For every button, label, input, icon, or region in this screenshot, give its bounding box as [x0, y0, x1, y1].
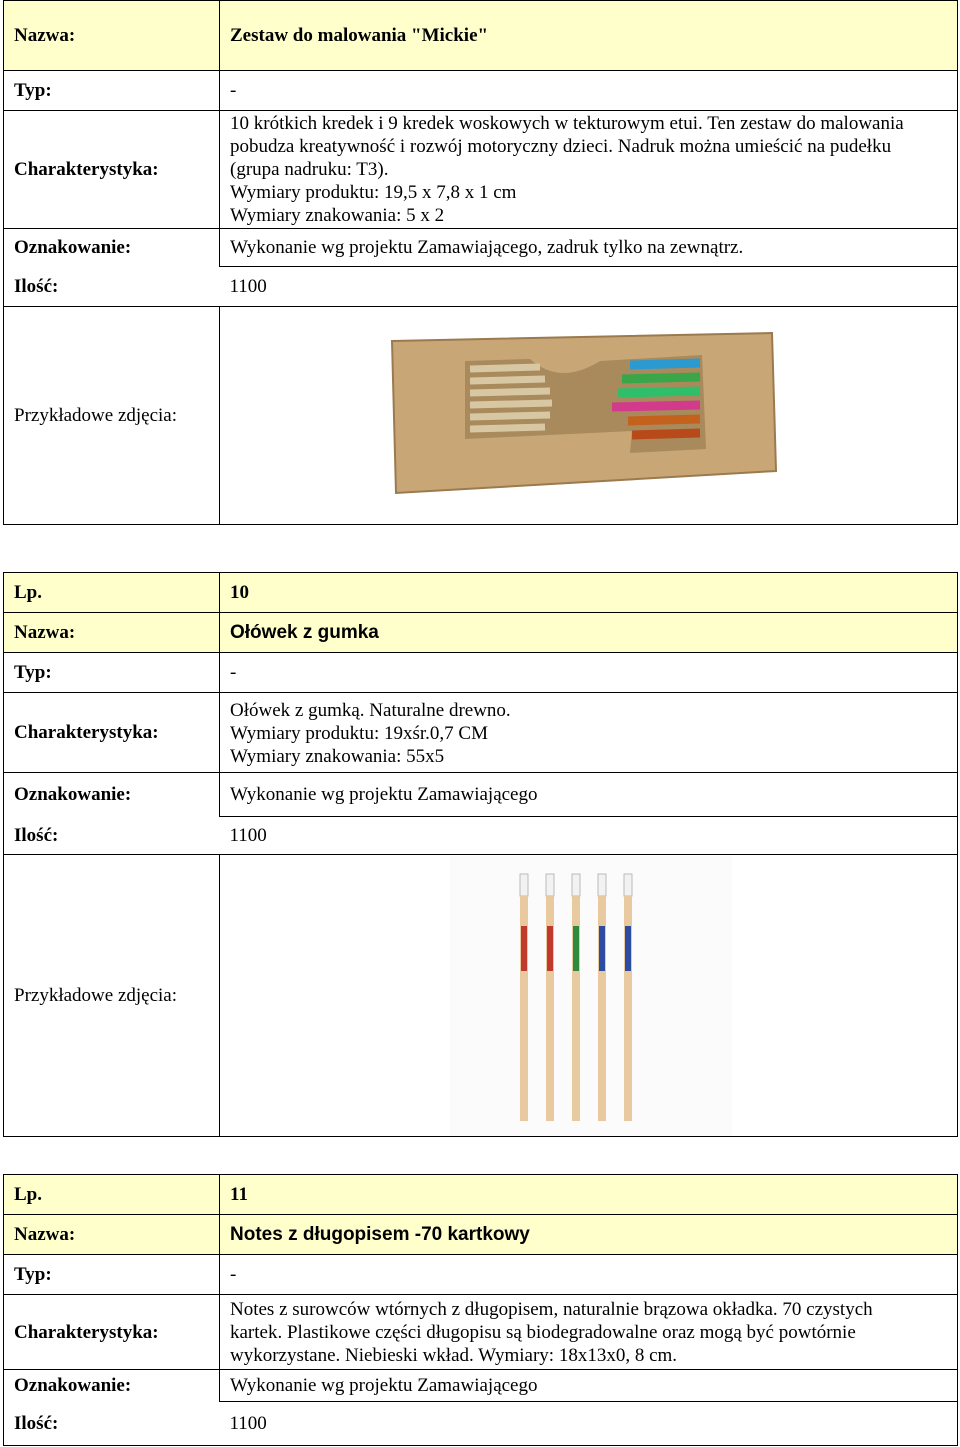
type-value: - — [220, 653, 958, 693]
characteristics-line: Notes z surowców wtórnych z długopisem, naturalnie brązowa okładka. 70 czystych — [230, 1298, 873, 1320]
characteristics-label: Charakterystyka: — [4, 693, 220, 773]
photo-cell — [220, 307, 958, 525]
pencil — [572, 874, 580, 1121]
characteristics-value — [220, 693, 958, 773]
product-name: Notes z długopisem -70 kartkowy — [220, 1215, 958, 1255]
characteristics-label: Charakterystyka: — [4, 1295, 220, 1370]
product-table-3 — [3, 1174, 958, 1446]
pencil — [598, 874, 606, 1121]
product-table-1 — [3, 0, 958, 525]
photos-label: Przykładowe zdjęcia: — [4, 307, 220, 525]
quantity-label: Ilość: — [4, 1402, 220, 1446]
name-label: Nazwa: — [4, 1, 220, 71]
quantity-label: Ilość: — [4, 267, 220, 307]
lp-value: 10 — [220, 573, 958, 613]
characteristics-line: (grupa nadruku: T3). — [230, 159, 389, 180]
marking-label: Oznakowanie: — [4, 229, 220, 267]
characteristics-value — [220, 111, 958, 229]
photo-cell — [220, 855, 958, 1137]
marking-value: Wykonanie wg projektu Zamawiającego, zadruk tylko na zewnątrz. — [220, 229, 958, 267]
lp-value: 11 — [220, 1175, 958, 1215]
crayon-box-photo — [390, 331, 790, 501]
characteristics-line: 10 krótkich kredek i 9 kredek woskowych w tekturowym etui. Ten zestaw do malowania — [230, 113, 904, 134]
product-table-2 — [3, 572, 958, 1137]
pencil — [624, 874, 632, 1121]
characteristics-line: kartek. Plastikowe części długopisu są biodegradowalne oraz mogą być powtórnie — [230, 1321, 856, 1343]
marking-value: Wykonanie wg projektu Zamawiającego — [220, 1370, 958, 1402]
characteristics-line: Wymiary produktu: 19,5 x 7,8 x 1 cm — [230, 182, 517, 203]
name-label: Nazwa: — [4, 1215, 220, 1255]
characteristics-line: Wymiary produktu: 19xśr.0,7 CM — [230, 723, 488, 744]
marking-value: Wykonanie wg projektu Zamawiającego — [220, 773, 958, 817]
quantity-label: Ilość: — [4, 817, 220, 855]
characteristics-line: Wymiary znakowania: 5 x 2 — [230, 205, 445, 226]
characteristics-line: pobudza kreatywność i rozwój motoryczny dzieci. Nadruk można umieścić na pudełku — [230, 136, 892, 157]
pencil — [520, 874, 528, 1121]
characteristics-line: wykorzystane. Niebieski wkład. Wymiary: 18x13x0, 8 cm. — [230, 1344, 678, 1366]
type-label: Typ: — [4, 653, 220, 693]
product-name: Ołówek z gumka — [220, 613, 958, 653]
type-value: - — [220, 1255, 958, 1295]
quantity-value: 1100 — [220, 1402, 958, 1446]
type-label: Typ: — [4, 71, 220, 111]
lp-label: Lp. — [4, 573, 220, 613]
quantity-value: 1100 — [220, 267, 958, 307]
characteristics-label: Charakterystyka: — [4, 111, 220, 229]
type-label: Typ: — [4, 1255, 220, 1295]
product-name: Zestaw do malowania "Mickie" — [220, 1, 958, 71]
name-label: Nazwa: — [4, 613, 220, 653]
marking-label: Oznakowanie: — [4, 773, 220, 817]
characteristics-line: Wymiary znakowania: 55x5 — [230, 746, 445, 767]
lp-label: Lp. — [4, 1175, 220, 1215]
characteristics-value — [220, 1295, 958, 1370]
marking-label: Oznakowanie: — [4, 1370, 220, 1402]
photos-label: Przykładowe zdjęcia: — [4, 855, 220, 1137]
pencils-photo — [450, 856, 732, 1136]
pencil — [546, 874, 554, 1121]
characteristics-line: Ołówek z gumką. Naturalne drewno. — [230, 700, 511, 721]
type-value: - — [220, 71, 958, 111]
quantity-value: 1100 — [220, 817, 958, 855]
